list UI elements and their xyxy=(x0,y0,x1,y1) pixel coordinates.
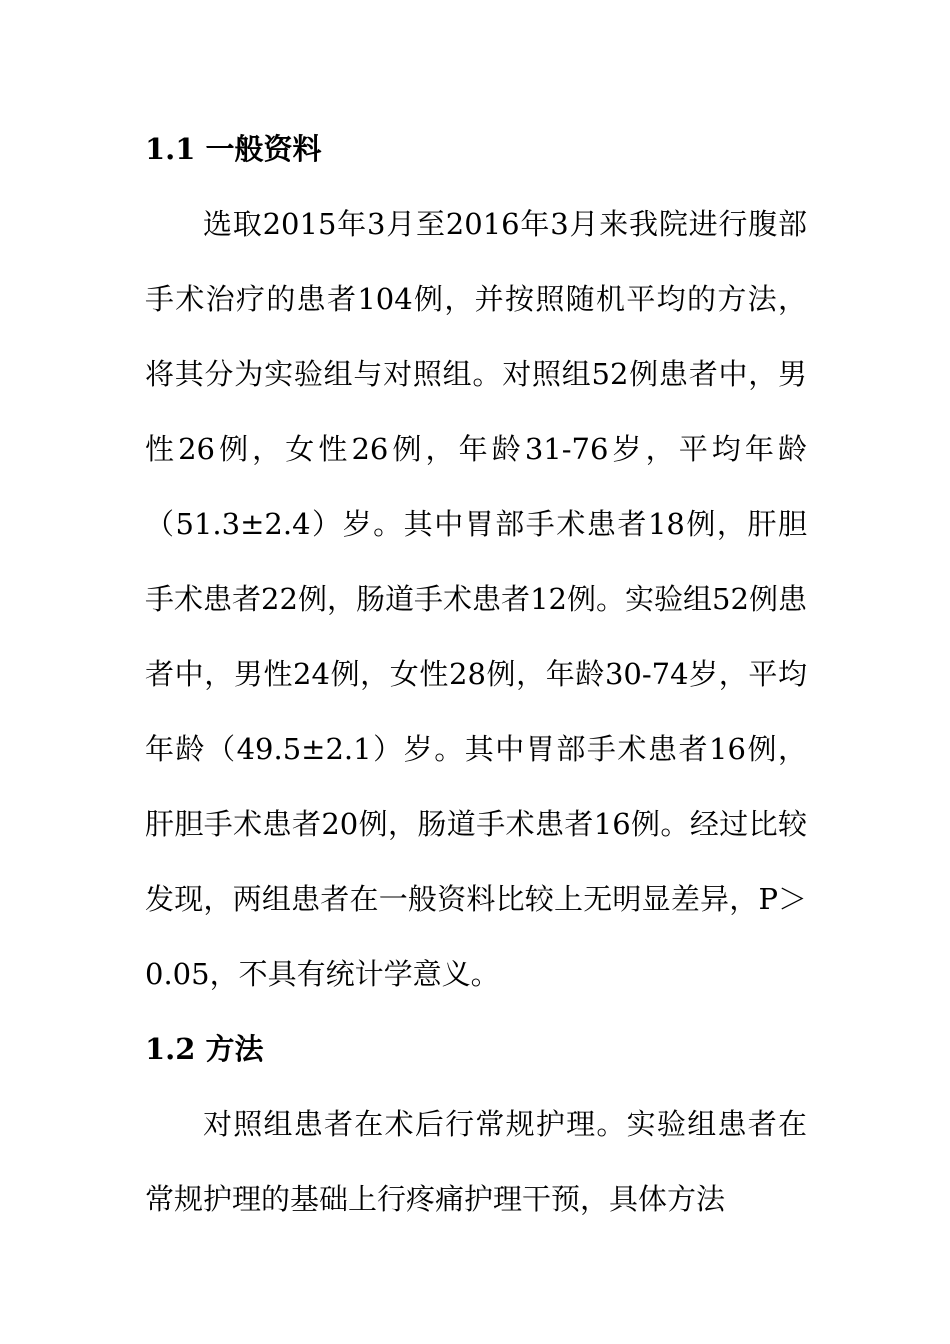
section-paragraph-general-data: 选取2015年3月至2016年3月来我院进行腹部手术治疗的患者104例，并按照随机平均的方法，将其分为实验组与对照组。对照组52例患者中，男性26例，女性26例，年龄31-76岁，平均年龄（51.3±2.4）岁。其中胃部手术患者18例，肝胆手术患者22例，肠道手术患者12例。实验组52例患者中，男性24例，女性28例，年龄30-74岁，平均年龄（49.5±2.1）岁。其中胃部手术患者16例，肝胆手术患者20例，肠道手术患者16例。经过比较发现，两组患者在一般资料比较上无明显差异，P＞0.05，不具有统计学意义。 xyxy=(145,207,807,991)
section-heading-general-data: 1.1 一般资料 xyxy=(145,132,322,166)
section-paragraph-methods: 对照组患者在术后行常规护理。实验组患者在常规护理的基础上行疼痛护理干预，具体方法 xyxy=(145,1107,807,1216)
section-heading-methods: 1.2 方法 xyxy=(145,1032,264,1066)
document-body xyxy=(145,112,807,1237)
